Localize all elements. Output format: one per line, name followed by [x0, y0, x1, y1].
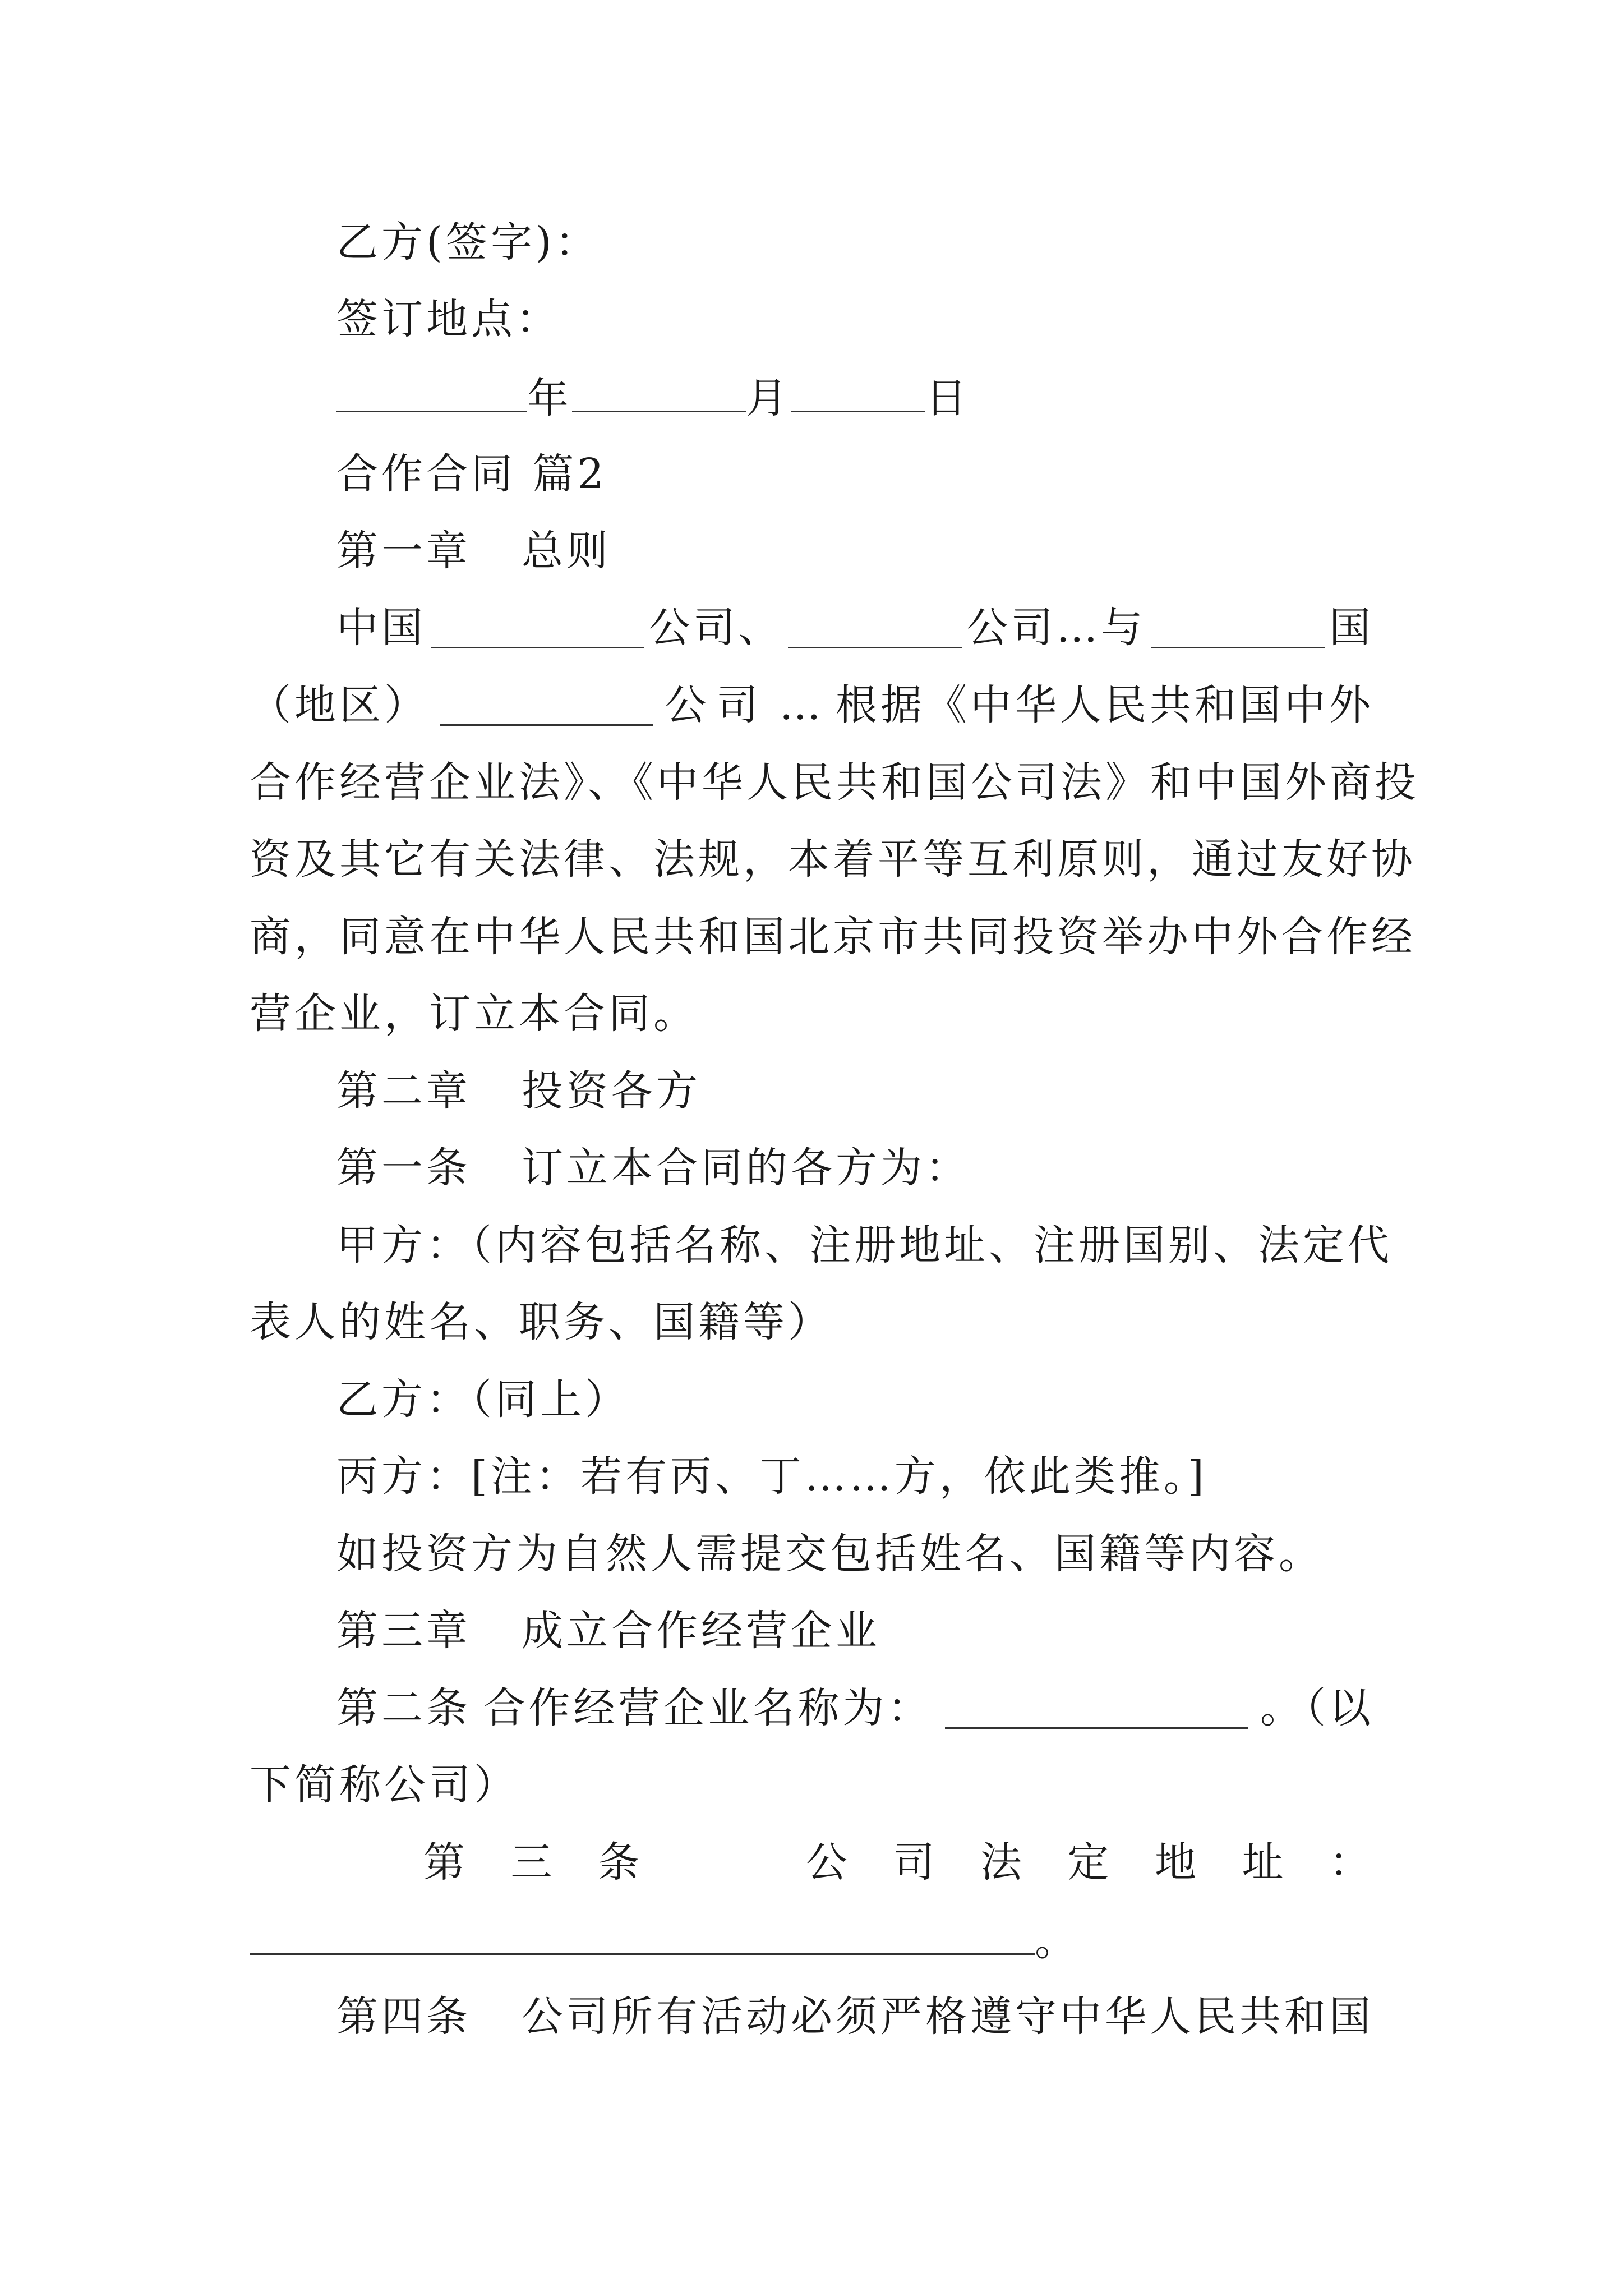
chapter-1-heading	[336, 527, 1374, 575]
company-name-blank-2[interactable]	[788, 612, 962, 648]
text-segment: 中国	[336, 604, 426, 652]
text-segment: 公司	[665, 681, 768, 729]
article-1-line	[336, 1144, 1374, 1192]
paragraph-line	[336, 604, 1374, 652]
article-number: 第四条	[336, 1993, 471, 2041]
paragraph-line: 资及其它有关法律、法规，本着平等互利原则，通过友好协	[250, 835, 1416, 884]
char: 地	[1155, 1838, 1200, 1887]
article-text: 订立本合同的各方为：	[522, 1144, 970, 1192]
region-company-blank[interactable]	[440, 689, 653, 726]
char: 址	[1242, 1838, 1287, 1887]
char: 法	[980, 1838, 1025, 1887]
signature-line-party-b: 乙方(签字)：	[336, 218, 600, 266]
section-title: 合作合同 篇2	[336, 450, 607, 498]
day-label: 日	[925, 374, 970, 422]
chapter-title: 投资各方	[522, 1067, 701, 1115]
article-number: 第二条	[336, 1684, 471, 1732]
day-blank[interactable]	[791, 376, 925, 412]
text-segment: 根据《中华人民共和国中外	[836, 681, 1374, 729]
text-segment: 。	[1035, 1917, 1080, 1965]
text-segment: 国	[1329, 604, 1374, 652]
text-segment: …	[779, 681, 824, 729]
address-blank[interactable]	[250, 1918, 1035, 1955]
paragraph-line: 甲方：（内容包括名称、注册地址、注册国别、法定代	[336, 1221, 1393, 1269]
paragraph-line: 丙方：[注：若有丙、丁……方，依此类推。]	[336, 1452, 1207, 1501]
paragraph-line	[250, 681, 1374, 729]
char: 定	[1067, 1838, 1113, 1887]
article-4-line	[336, 1993, 1374, 2041]
signing-place-line: 签订地点：	[336, 295, 561, 343]
paragraph-line: 商，同意在中华人民共和国北京市共同投资举办中外合作经	[250, 913, 1416, 961]
chapter-number: 第三章	[336, 1607, 471, 1655]
month-blank[interactable]	[572, 376, 746, 412]
article-text: 合作经营企业名称为：	[483, 1684, 933, 1732]
address-line	[250, 1917, 1374, 1965]
country-blank[interactable]	[1151, 612, 1325, 648]
article-text: 公司所有活动必须严格遵守中华人民共和国	[522, 1993, 1374, 2041]
date-line	[336, 374, 1374, 422]
char: ：	[1329, 1838, 1374, 1887]
paragraph-line: 表人的姓名、职务、国籍等）	[250, 1298, 833, 1346]
chapter-2-heading	[336, 1067, 1374, 1115]
paragraph-line: 下简称公司）	[250, 1761, 519, 1809]
article-3-line	[423, 1838, 1374, 1887]
chapter-3-heading	[336, 1607, 1374, 1655]
char: 条	[598, 1838, 643, 1887]
year-blank[interactable]	[336, 376, 527, 412]
paragraph-line: 乙方：（同上）	[336, 1375, 630, 1424]
char: 三	[510, 1838, 556, 1887]
article-2-line	[336, 1684, 1374, 1732]
year-label: 年	[527, 374, 572, 422]
chapter-number: 第一章	[336, 527, 471, 575]
paragraph-line: 营企业，订立本合同。	[250, 990, 698, 1038]
chapter-title: 成立合作经营企业	[522, 1607, 880, 1655]
article-number: 第一条	[336, 1144, 471, 1192]
char: 第	[423, 1838, 468, 1887]
chapter-title: 总则	[522, 527, 611, 575]
char: 公	[806, 1838, 851, 1887]
chapter-number: 第二章	[336, 1067, 471, 1115]
enterprise-name-blank[interactable]	[945, 1692, 1248, 1729]
month-label: 月	[746, 374, 791, 422]
company-name-blank-1[interactable]	[431, 612, 644, 648]
text-segment: 。（以	[1260, 1684, 1374, 1732]
text-segment: 公司…与	[966, 604, 1146, 652]
text-segment: （地区）	[250, 681, 429, 729]
text-segment: 公司、	[648, 604, 783, 652]
paragraph-line: 如投资方为自然人需提交包括姓名、国籍等内容。	[336, 1530, 1324, 1578]
char: 司	[893, 1838, 938, 1887]
paragraph-line: 合作经营企业法》、《中华人民共和国公司法》和中国外商投	[250, 758, 1419, 807]
